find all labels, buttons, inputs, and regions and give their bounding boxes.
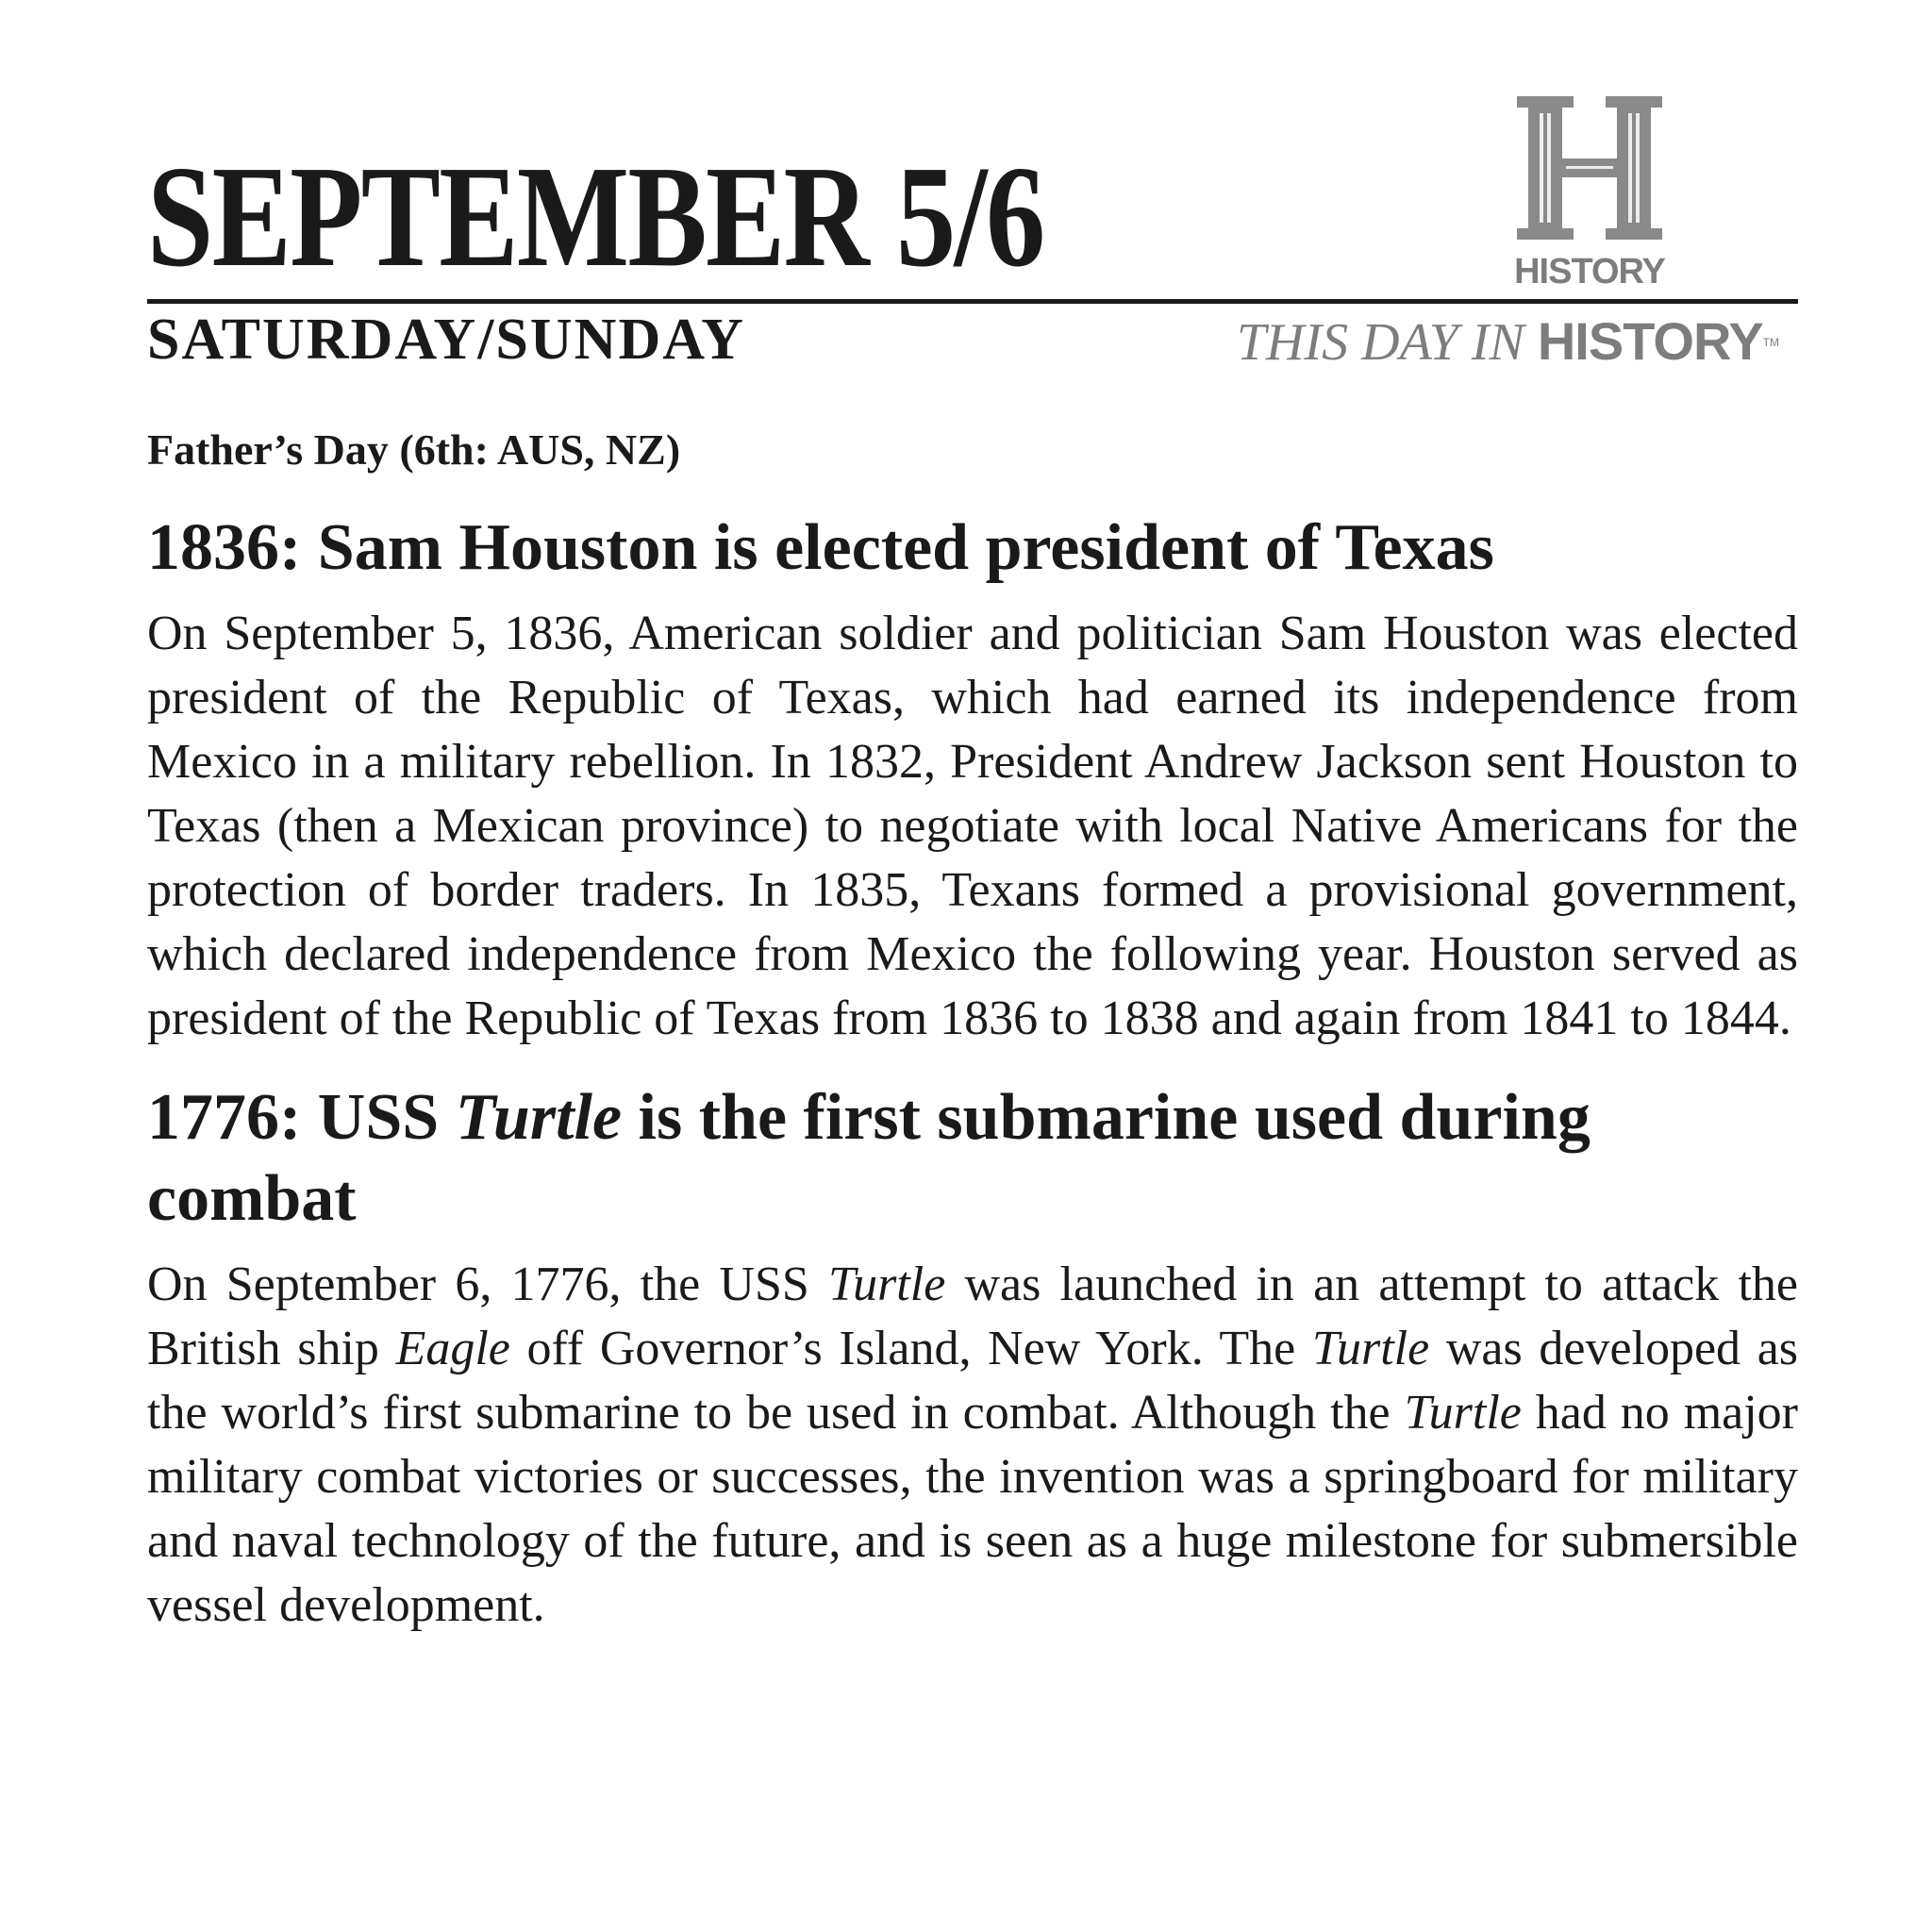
ship-name: Turtle — [1404, 1386, 1522, 1440]
body-text: off Governor’s Island, New York. The — [509, 1322, 1312, 1375]
event-1776 — [147, 1077, 1798, 1638]
ship-name: Eagle — [395, 1322, 510, 1375]
tagline-trademark: TM — [1762, 336, 1779, 349]
ship-name: Turtle — [1311, 1322, 1430, 1375]
event-heading — [147, 1077, 1798, 1240]
tagline-lead: THIS DAY IN — [1236, 313, 1524, 372]
event-heading: 1836: Sam Houston is elected president of Texas — [147, 511, 1494, 584]
body-text: had no major military combat victories or successes, the invention was a springboard for military and naval technology of the future, and is seen as a huge milestone for submersible vessel development. — [147, 1386, 1799, 1632]
ship-name: Turtle — [828, 1257, 946, 1311]
page-content — [147, 425, 1798, 1638]
history-h-logo-icon — [1500, 91, 1679, 251]
header-divider — [147, 299, 1798, 304]
tagline-brand: HISTORY — [1537, 311, 1763, 371]
date-title: SEPTEMBER 5/6 — [147, 137, 1044, 297]
body-text: was developed as the world’s first submarine to be used in combat. Although the — [147, 1322, 1799, 1440]
heading-text: 1776: USS — [147, 1081, 456, 1154]
ship-name: Turtle — [455, 1081, 623, 1154]
history-logo — [1500, 91, 1679, 293]
weekday-label: SATURDAY/SUNDAY — [147, 308, 746, 372]
tagline — [1237, 311, 1779, 373]
body-text: was launched in an attempt to attack the British ship — [147, 1257, 1798, 1375]
heading-text: is the first submarine used during combat — [147, 1081, 1591, 1235]
logo-wordmark: HISTORY — [1514, 252, 1665, 291]
event-1836 — [147, 508, 1798, 1051]
event-body: On September 5, 1836, American soldier and politician Sam Houston was elected president of the Republic of Texas, which had earned its independence from Mexico in a military rebellion. In 1832, President Andrew Jackson sent Houston to Texas (then a Mexican province) to negotiate with local Native Americans for the protection of border traders. In 1835, Texans formed a provisional government, which declared independence from Mexico the following year. Houston served as president of the Republic of Texas from 1836 to 1838 and again from 1841 to 1844. — [147, 607, 1798, 1045]
holiday-note: Father’s Day (6th: AUS, NZ) — [147, 425, 681, 474]
event-body — [147, 1253, 1798, 1638]
body-text: On September 6, 1776, the USS — [147, 1257, 829, 1311]
